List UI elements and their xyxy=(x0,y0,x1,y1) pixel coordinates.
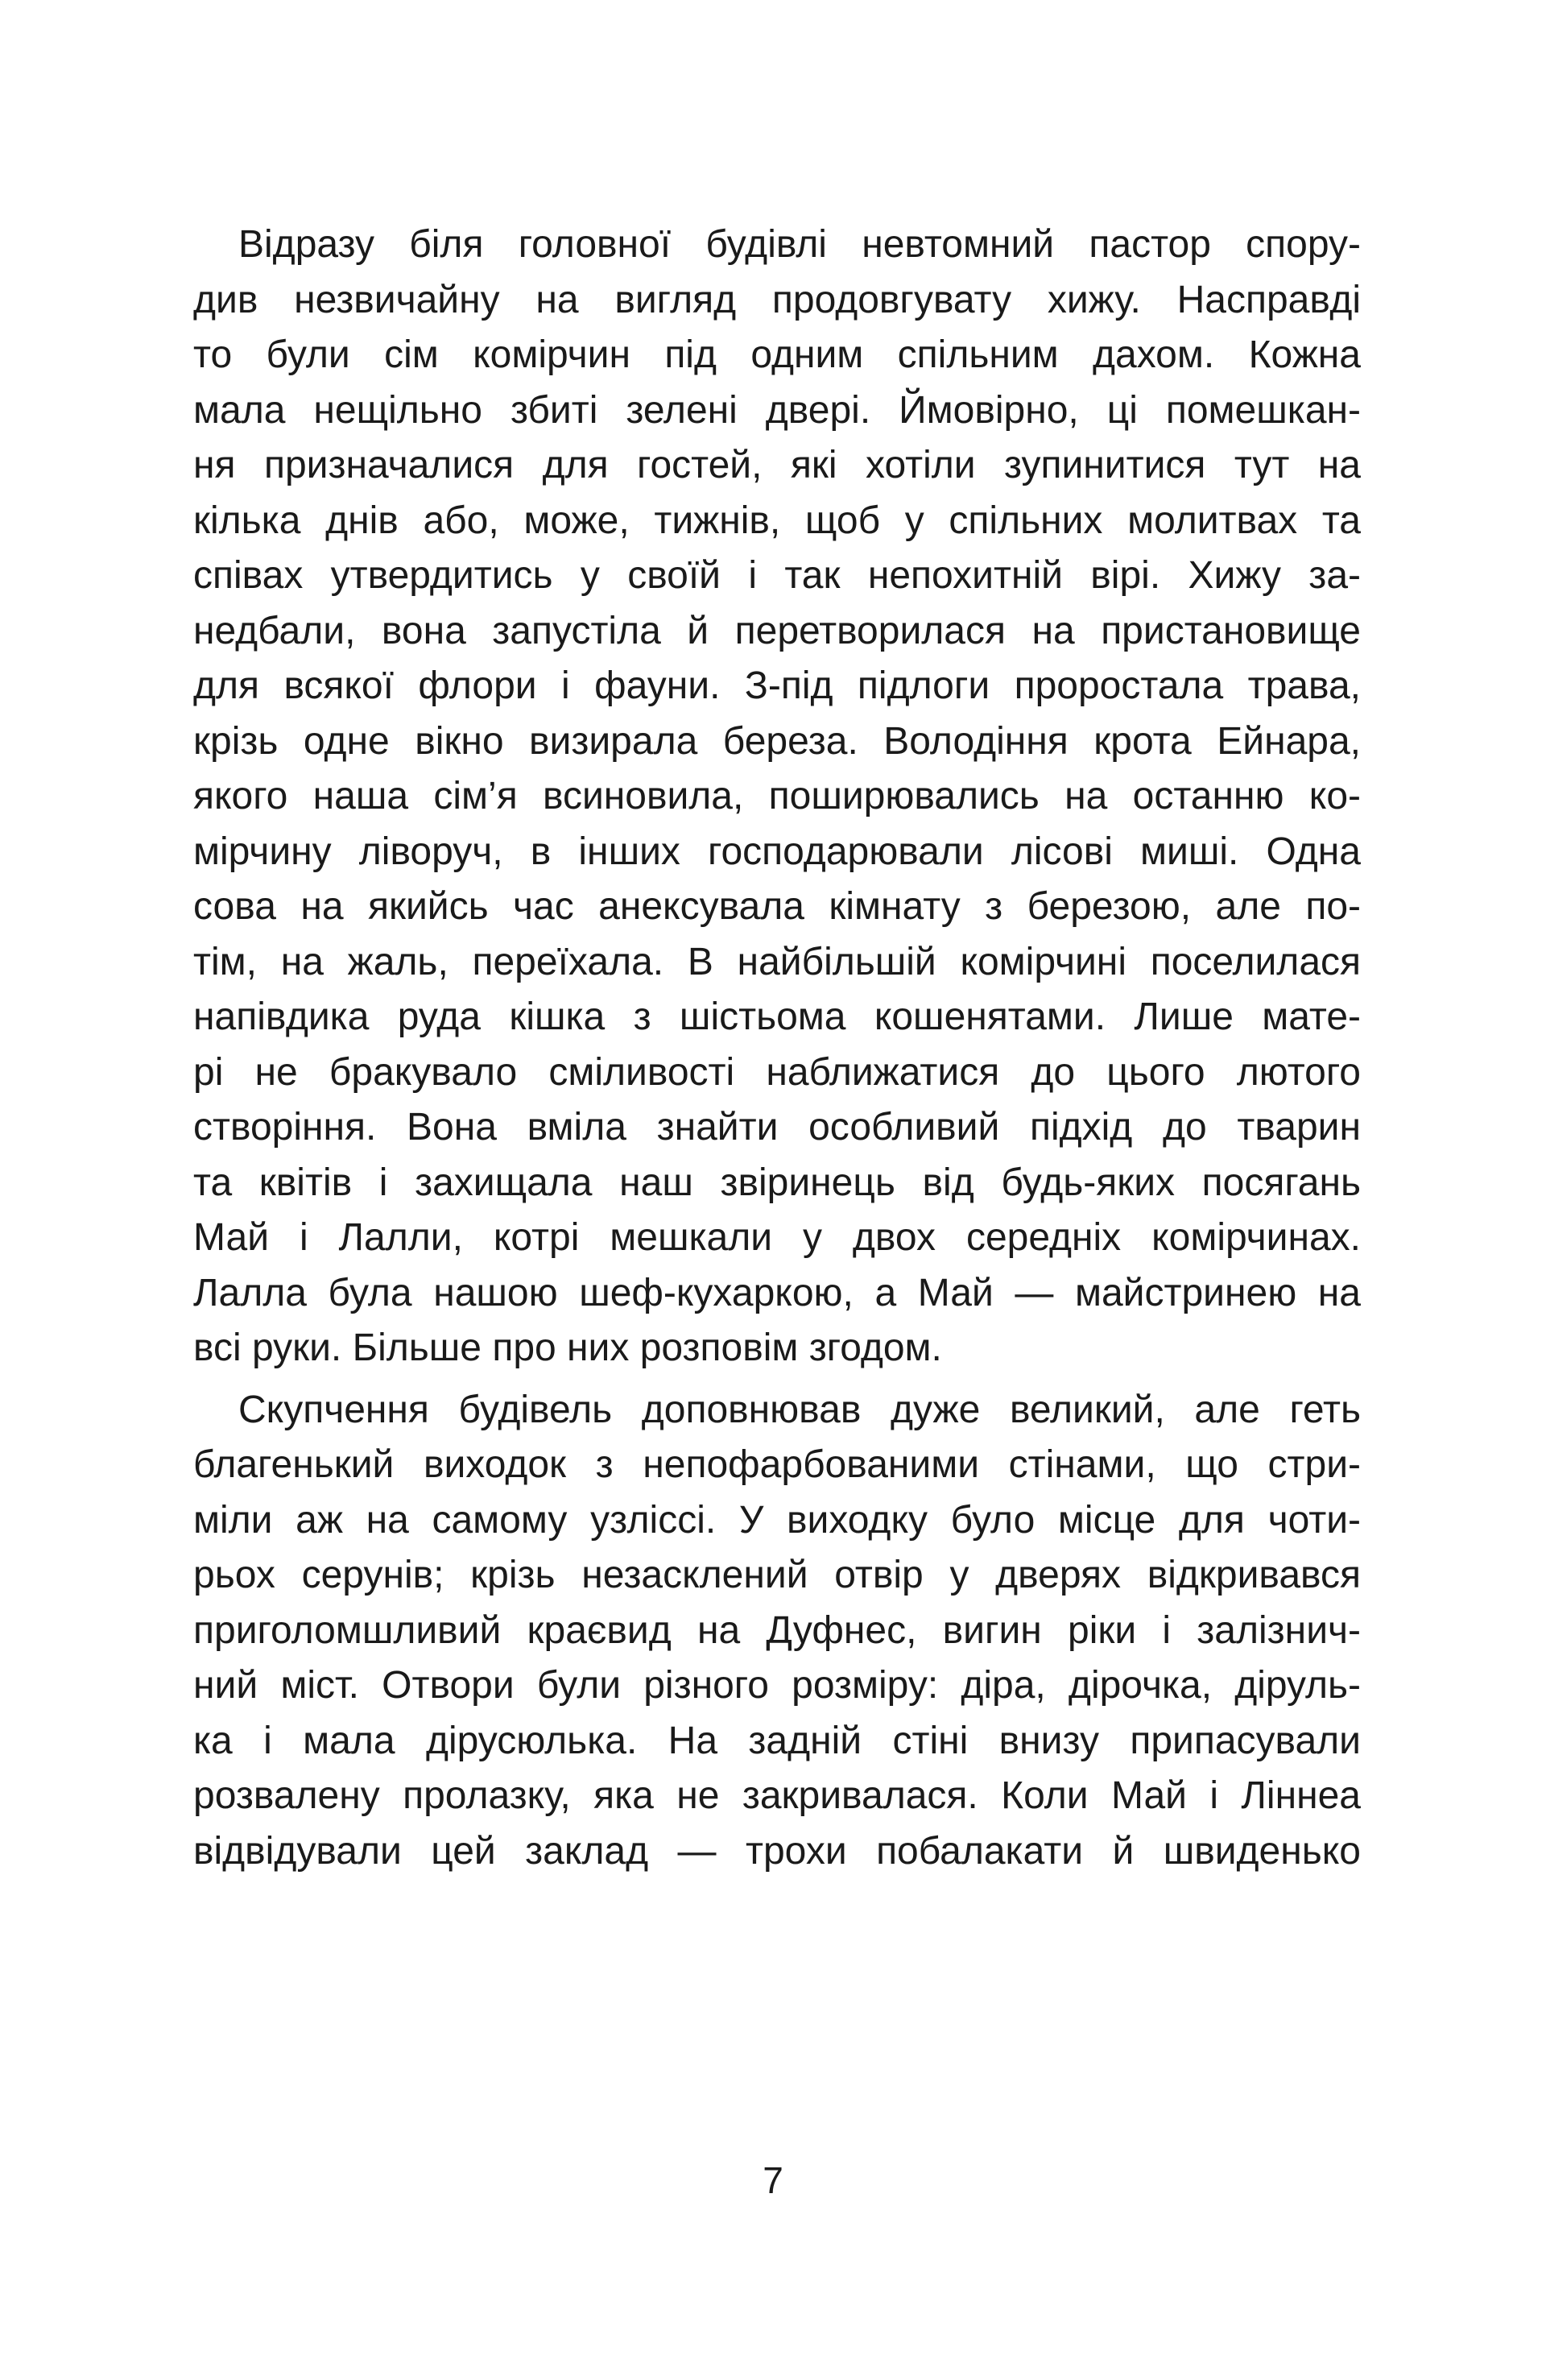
text-line: всі руки. Більше про них розповім згодом. xyxy=(193,1327,942,1369)
paragraph-gap xyxy=(193,1376,1361,1383)
text-line: та квітів і захищала наш звіринець від будь-яких посягань xyxy=(193,1161,1361,1204)
text-line: якого наша сім’я всиновила, поширювались на останню ко- xyxy=(193,775,1361,817)
text-line: створіння. Вона вміла знайти особливий підхід до тварин xyxy=(193,1106,1361,1149)
text-line: міли аж на самому узліссі. У виходку було місце для чоти- xyxy=(193,1498,1361,1542)
text-line: мала нещільно збиті зелені двері. Ймовірно, ці помешкан- xyxy=(193,388,1361,432)
text-line: Скупчення будівель доповнював дуже великий, але геть xyxy=(238,1388,1361,1431)
text-line: розвалену пролазку, яка не закривалася. Коли Май і Ліннеа xyxy=(193,1774,1361,1817)
paragraph xyxy=(193,1383,1361,1880)
text-line: Відразу біля головної будівлі невтомний пастор спору- xyxy=(238,223,1361,266)
text-line: ка і мала дірусюлька. На задній стіні внизу припасували xyxy=(193,1719,1361,1762)
text-line: то були сім комірчин під одним спільним дахом. Кожна xyxy=(193,333,1361,376)
text-line: рі не бракувало сміливості наближатися до цього лютого xyxy=(193,1050,1361,1094)
text-line: ний міст. Отвори були різного розміру: діра, дірочка, діруль- xyxy=(193,1664,1361,1707)
text-line: кілька днів або, може, тижнів, щоб у спільних молитвах та xyxy=(193,499,1361,542)
text-line: Май і Лалли, котрі мешкали у двох середніх комірчинах. xyxy=(193,1216,1361,1259)
text-line: недбали, вона запустіла й перетворилася на пристановище xyxy=(193,609,1361,652)
text-line: для всякої флори і фауни. З-під підлоги проростала трава, xyxy=(193,664,1361,707)
text-line: Лалла була нашою шеф-кухаркою, а Май — майстринею на xyxy=(193,1271,1361,1314)
paragraph xyxy=(193,217,1361,1376)
text-line: благенький виходок з непофарбованими стінами, що стри- xyxy=(193,1443,1361,1486)
text-line: відвідували цей заклад — трохи побалакати й швиденько xyxy=(193,1829,1361,1873)
text-line: рьох серунів; крізь незасклений отвір у дверях відкривався xyxy=(193,1554,1361,1596)
text-line: крізь одне вікно визирала береза. Володіння крота Ейнара, xyxy=(193,719,1361,763)
page-number: 7 xyxy=(763,2159,783,2201)
text-line: тім, на жаль, переїхала. В найбільшій комірчині поселилася xyxy=(193,940,1361,983)
text-line: напівдика руда кішка з шістьома кошенятами. Лише мате- xyxy=(193,995,1361,1038)
text-line: співах утвердитись у своїй і так непохитній вірі. Хижу за- xyxy=(193,554,1361,597)
body-text xyxy=(193,217,1361,1879)
text-line: приголомшливий краєвид на Дуфнес, вигин ріки і залізнич- xyxy=(193,1608,1361,1652)
text-line: див незвичайну на вигляд продовгувату хижу. Насправді xyxy=(193,278,1361,321)
text-line: ня призначалися для гостей, які хотіли зупинитися тут на xyxy=(193,444,1361,486)
text-line: мірчину ліворуч, в інших господарювали лісові миші. Одна xyxy=(193,830,1361,873)
text-line: сова на якийсь час анексувала кімнату з березою, але по- xyxy=(193,885,1361,928)
